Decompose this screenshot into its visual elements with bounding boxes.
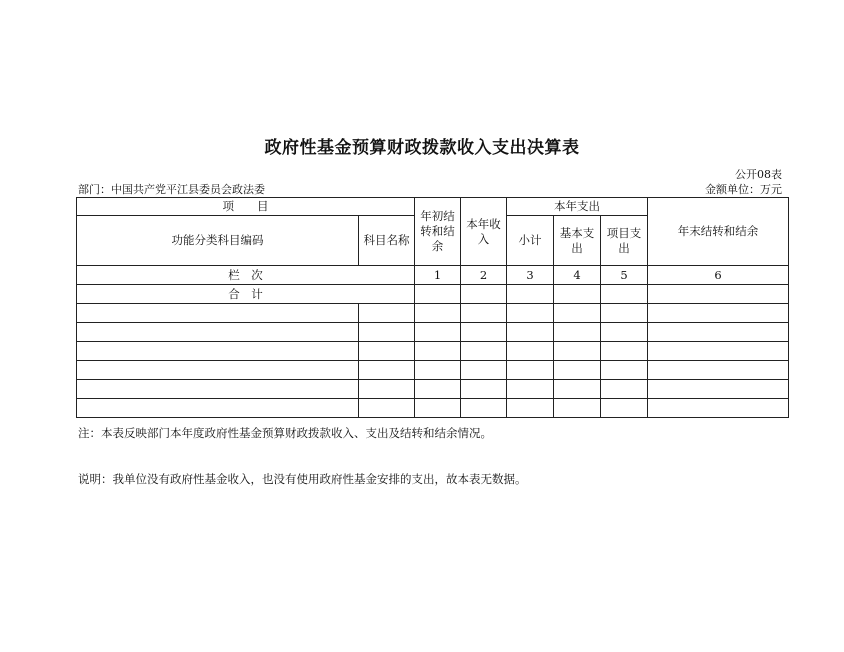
table-cell bbox=[507, 399, 554, 418]
table-row bbox=[77, 304, 789, 323]
total-row bbox=[77, 285, 789, 304]
table-cell bbox=[601, 323, 648, 342]
table-cell bbox=[77, 399, 359, 418]
table-cell bbox=[554, 399, 601, 418]
table-cell bbox=[461, 342, 507, 361]
column-number-row bbox=[77, 266, 789, 285]
table-cell bbox=[415, 399, 461, 418]
page-title: 政府性基金预算财政拨款收入支出决算表 bbox=[264, 138, 580, 158]
table-cell bbox=[461, 380, 507, 399]
table-cell bbox=[359, 399, 415, 418]
total-cell bbox=[554, 285, 601, 304]
table-cell bbox=[461, 304, 507, 323]
header-year-expense: 本年支出 bbox=[507, 198, 648, 216]
header-item: 项 目 bbox=[77, 198, 415, 216]
table-cell bbox=[601, 380, 648, 399]
header-subject-name: 科目名称 bbox=[359, 216, 415, 266]
header-basic-expense: 基本支出 bbox=[554, 216, 601, 266]
column-number: 5 bbox=[601, 266, 648, 285]
table-cell bbox=[461, 361, 507, 380]
total-cell bbox=[648, 285, 789, 304]
table-cell bbox=[77, 380, 359, 399]
table-cell bbox=[648, 361, 789, 380]
table-cell bbox=[461, 399, 507, 418]
table-cell bbox=[415, 380, 461, 399]
header-year-income: 本年收入 bbox=[461, 198, 507, 266]
table-row bbox=[77, 361, 789, 380]
header-func-code: 功能分类科目编码 bbox=[77, 216, 359, 266]
table-cell bbox=[359, 304, 415, 323]
header-begin-balance: 年初结转和结余 bbox=[415, 198, 461, 266]
table-cell bbox=[601, 361, 648, 380]
table-cell bbox=[359, 380, 415, 399]
column-number: 3 bbox=[507, 266, 554, 285]
table-cell bbox=[601, 304, 648, 323]
total-cell bbox=[461, 285, 507, 304]
table-row bbox=[77, 380, 789, 399]
explanation-text: 说明：我单位没有政府性基金收入，也没有使用政府性基金安排的支出，故本表无数据。 bbox=[78, 472, 527, 486]
total-cell bbox=[507, 285, 554, 304]
table-cell bbox=[415, 323, 461, 342]
table-cell bbox=[554, 304, 601, 323]
column-label: 栏 次 bbox=[77, 266, 415, 285]
table-cell bbox=[554, 323, 601, 342]
table-cell bbox=[359, 361, 415, 380]
table-cell bbox=[507, 304, 554, 323]
column-number: 6 bbox=[648, 266, 789, 285]
column-number: 2 bbox=[461, 266, 507, 285]
table-cell bbox=[359, 342, 415, 361]
table-cell bbox=[554, 361, 601, 380]
department-label: 部门：中国共产党平江县委员会政法委 bbox=[78, 183, 265, 196]
table-cell bbox=[648, 304, 789, 323]
total-cell bbox=[415, 285, 461, 304]
table-cell bbox=[648, 342, 789, 361]
table-cell bbox=[648, 380, 789, 399]
total-cell bbox=[601, 285, 648, 304]
table-cell bbox=[601, 399, 648, 418]
header-row-1 bbox=[77, 198, 789, 216]
table-row bbox=[77, 342, 789, 361]
column-number: 1 bbox=[415, 266, 461, 285]
total-label: 合 计 bbox=[77, 285, 415, 304]
table-cell bbox=[359, 323, 415, 342]
header-end-balance: 年末结转和结余 bbox=[648, 198, 789, 266]
table-row bbox=[77, 323, 789, 342]
table-cell bbox=[554, 380, 601, 399]
table-cell bbox=[554, 342, 601, 361]
table-cell bbox=[415, 304, 461, 323]
table-cell bbox=[77, 304, 359, 323]
header-subtotal: 小计 bbox=[507, 216, 554, 266]
header-project-expense: 项目支出 bbox=[601, 216, 648, 266]
table-cell bbox=[507, 342, 554, 361]
unit-label: 金额单位：万元 bbox=[705, 183, 782, 196]
table-cell bbox=[77, 323, 359, 342]
column-number: 4 bbox=[554, 266, 601, 285]
table-cell bbox=[507, 323, 554, 342]
table-cell bbox=[77, 361, 359, 380]
budget-table bbox=[76, 197, 789, 418]
table-cell bbox=[507, 361, 554, 380]
table-row bbox=[77, 399, 789, 418]
table-cell bbox=[461, 323, 507, 342]
table-cell bbox=[507, 380, 554, 399]
table-cell bbox=[77, 342, 359, 361]
form-number: 公开08表 bbox=[735, 168, 782, 181]
table-cell bbox=[415, 342, 461, 361]
table-cell bbox=[415, 361, 461, 380]
table-cell bbox=[601, 342, 648, 361]
table-cell bbox=[648, 399, 789, 418]
table-note: 注：本表反映部门本年度政府性基金预算财政拨款收入、支出及结转和结余情况。 bbox=[78, 426, 492, 440]
table-cell bbox=[648, 323, 789, 342]
